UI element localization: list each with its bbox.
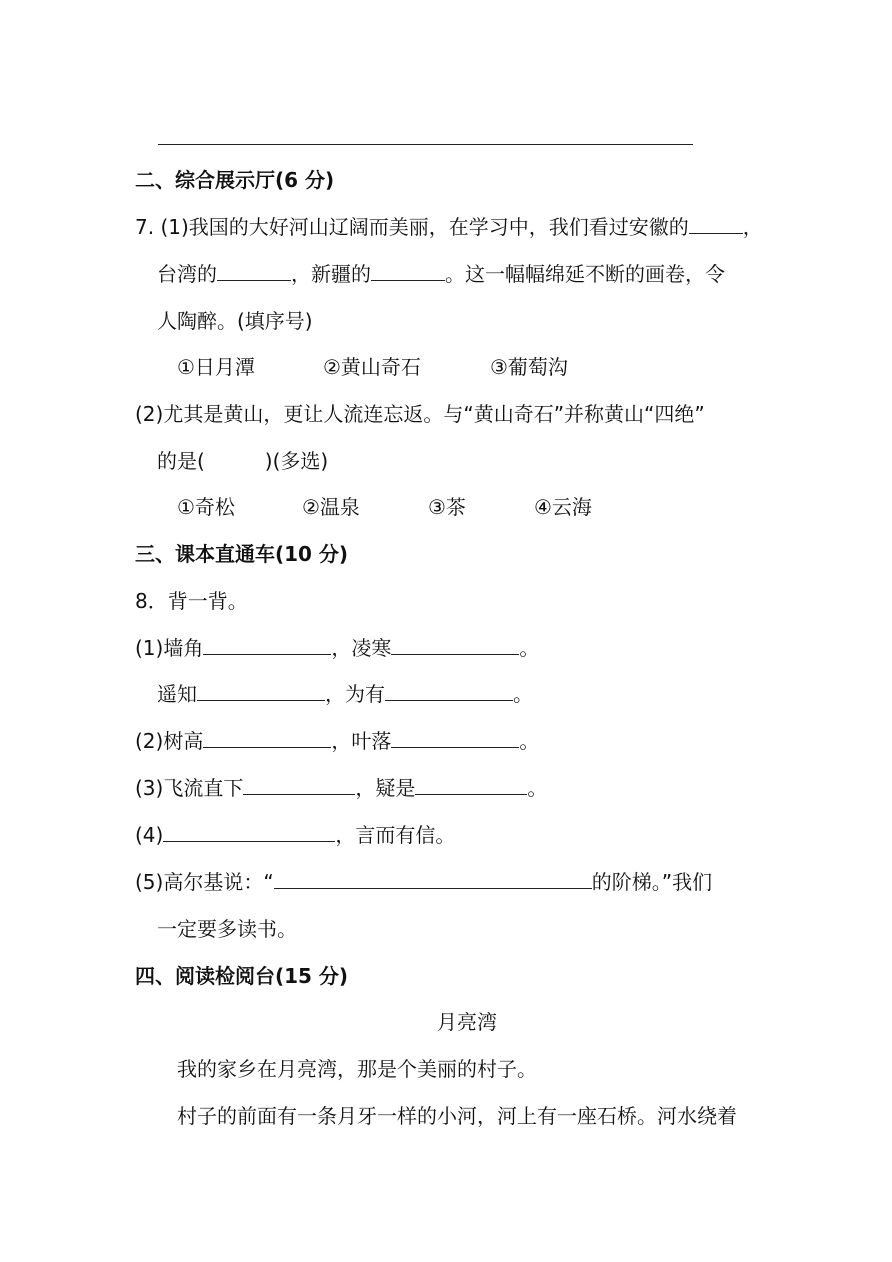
question-text: ，叶落 (331, 729, 392, 753)
answer-line (158, 144, 693, 145)
recite-line-5 (135, 821, 455, 849)
passage-paragraph: 村子的前面有一条月牙一样的小河，河上有一座石桥。河水绕着 (177, 1104, 737, 1128)
question-text: 的阶梯。”我们 (591, 870, 713, 894)
question-text: 遥知 (157, 682, 197, 706)
answer-blank[interactable] (243, 774, 355, 795)
recite-line-7: 一定要多读书。 (157, 917, 297, 941)
question-text: 7. (1)我国的大好河山辽阔而美丽，在学习中，我们看过安徽的 (135, 215, 689, 239)
question-7-1-line3: 人陶醉。(填序号) (157, 309, 313, 333)
option[interactable]: ②黄山奇石 (323, 355, 421, 379)
answer-blank[interactable] (274, 868, 592, 889)
punct: 。 (513, 682, 533, 706)
answer-blank[interactable] (203, 634, 331, 655)
question-7-2-line1: (2)尤其是黄山，更让人流连忘返。与“黄山奇石”并称黄山“四绝” (135, 402, 705, 426)
question-text: (2)树高 (135, 729, 204, 753)
recite-line-3 (135, 727, 539, 755)
options-row-1 (177, 353, 568, 381)
answer-blank[interactable] (163, 821, 335, 842)
question-text: ，言而有信。 (335, 823, 456, 847)
question-8: 8．背一背。 (135, 589, 248, 613)
question-text: ，新疆的 (291, 262, 371, 286)
section-heading: 四、阅读检阅台(15 分) (135, 964, 349, 988)
section-heading: 二、综合展示厅(6 分) (135, 168, 335, 192)
answer-blank[interactable] (217, 260, 291, 281)
question-text: ，凌寒 (331, 636, 392, 660)
punct: 。 (519, 729, 540, 753)
option[interactable]: ②温泉 (302, 495, 360, 519)
recite-line-1 (135, 634, 539, 662)
option[interactable]: ③葡萄沟 (490, 355, 568, 379)
question-7-1-line1 (135, 213, 763, 241)
answer-blank[interactable] (689, 213, 743, 234)
section-heading: 三、课本直通车(10 分) (135, 542, 349, 566)
question-7-2-line2: 的是( )(多选) (157, 449, 329, 473)
question-7-1-line2 (157, 260, 725, 288)
punct: 。 (527, 776, 548, 800)
punct: 。 (519, 636, 540, 660)
answer-blank[interactable] (197, 680, 325, 701)
recite-line-2 (157, 680, 533, 708)
answer-blank[interactable] (385, 680, 513, 701)
option[interactable]: ③茶 (428, 495, 466, 519)
passage-paragraph: 我的家乡在月亮湾，那是个美丽的村子。 (177, 1057, 537, 1081)
question-text: (1)墙角 (135, 636, 204, 660)
answer-blank[interactable] (203, 727, 331, 748)
question-text: ，为有 (325, 682, 385, 706)
question-text: 台湾的 (157, 262, 217, 286)
recite-line-6 (135, 868, 712, 896)
option[interactable]: ①奇松 (177, 495, 235, 519)
passage-title: 月亮湾 (437, 1010, 497, 1034)
question-text: 。这一幅幅绵延不断的画卷，令 (445, 262, 725, 286)
option[interactable]: ①日月潭 (177, 355, 255, 379)
question-text: (3)飞流直下 (135, 776, 244, 800)
answer-blank[interactable] (391, 727, 519, 748)
question-text: (5)高尔基说：“ (135, 870, 274, 894)
punct: ， (742, 215, 763, 239)
answer-blank[interactable] (391, 634, 519, 655)
question-text: ，疑是 (355, 776, 416, 800)
option[interactable]: ④云海 (534, 495, 592, 519)
recite-line-4 (135, 774, 547, 802)
question-text: (4) (135, 823, 164, 847)
answer-blank[interactable] (415, 774, 527, 795)
options-row-2 (177, 493, 592, 521)
answer-blank[interactable] (371, 260, 445, 281)
